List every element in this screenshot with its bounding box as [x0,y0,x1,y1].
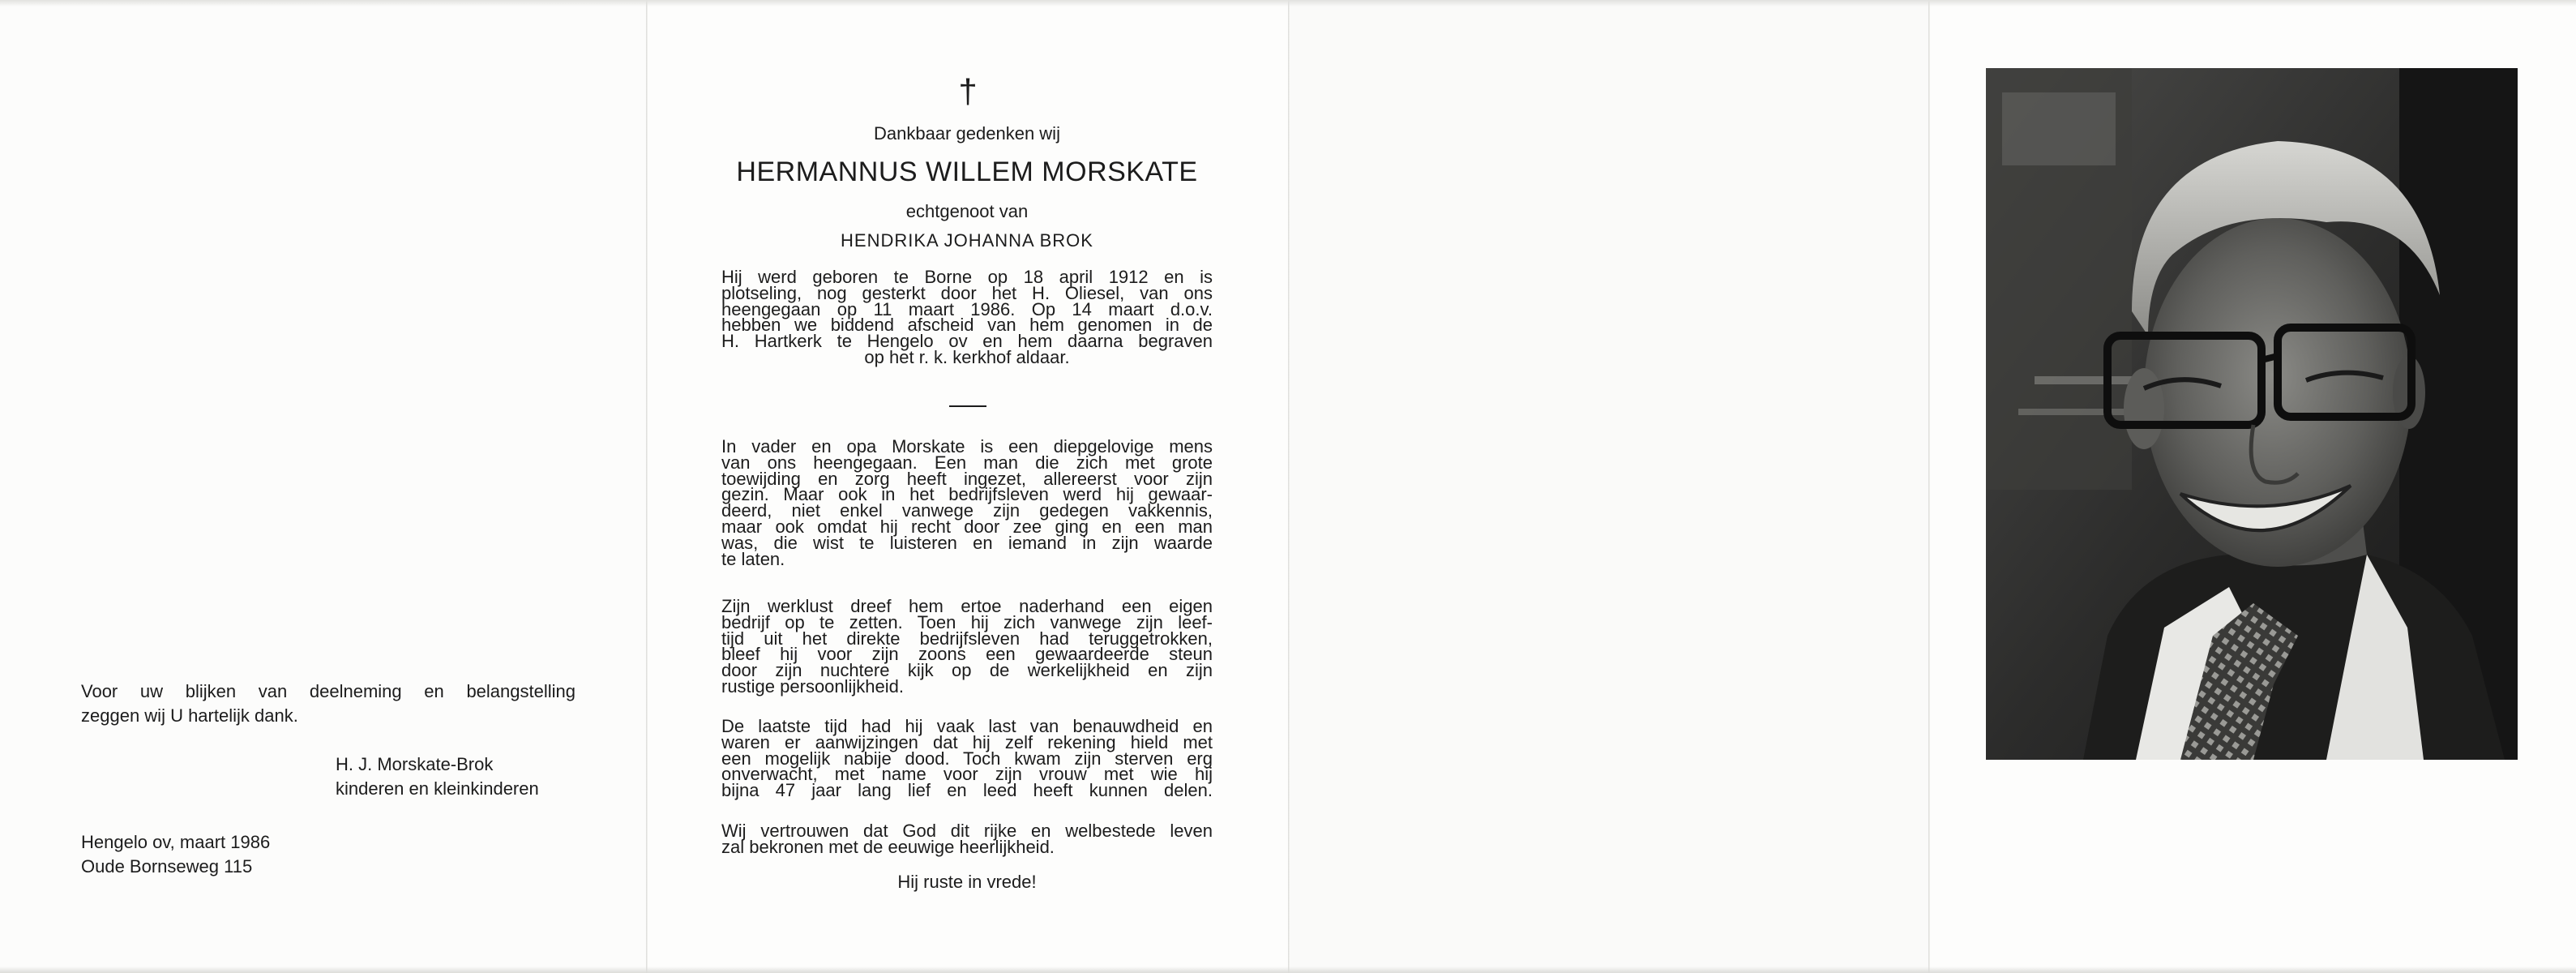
text-line: De laatste tijd had hij vaak last van benauwdheid en [721,716,1213,736]
paragraph-character [721,436,1213,569]
place-date: Hengelo ov, maart 1986 [81,832,271,852]
portrait-image [1986,68,2518,760]
thanks-line: Voor uw blijken van deelneming en belangstelling [81,681,576,701]
fold-line [646,0,648,973]
text-line: heengegaan op 11 maart 1986. Op 14 maart d.o.v. [721,298,1213,319]
text-line: te laten. [721,548,785,569]
text-line: een mogelijk nabije dood. Toch kwam zijn sterven erg [721,748,1213,769]
text-line: deerd, niet enkel vanwege zijn gedegen vakkennis, [721,500,1213,521]
divider [949,405,986,407]
text-line: plotseling, nog gesterkt door het H. Oliesel, van ons [721,282,1213,303]
signature [336,752,539,801]
text-line: rustige persoonlijkheid. [721,675,905,697]
text-line: maar ook omdat hij recht door zee ging en een man [721,516,1213,537]
text-line: bedrijf op te zetten. Toen hij zich vanwege zijn leef- [721,611,1213,632]
text-line: gezin. Maar ook in het bedrijfsleven werd hij gewaar- [721,484,1213,505]
text-line: In vader en opa Morskate is een diepgelovige mens [721,436,1213,456]
text-line: onverwacht, met name voor zijn vrouw met wie hij [721,764,1213,785]
fold-line [1928,0,1930,973]
text-line: was, die wist te luisteren en iemand in zijn waarde [721,532,1213,553]
birth-paragraph [721,269,1213,366]
thanks-message [81,679,576,728]
closing-text: Hij ruste in vrede! [897,872,1037,892]
paragraph-faith [721,823,1213,855]
text-line: Hij werd geboren te Borne op 18 april 1912 en is [721,267,1213,287]
spouse-label: echtgenoot van [905,201,1029,221]
text-line: door zijn nuchtere kijk op de werkelijkheid en zijn [721,660,1213,681]
text-line: van ons heengegaan. Een man die zich met grote [721,452,1213,473]
text-line: Wij vertrouwen dat God dit rijke en welbestede leven [721,821,1213,841]
fold-line [1288,0,1290,973]
place-and-address [81,830,270,879]
text-line: tijd uit het direkte bedrijfsleven had teruggetrokken, [721,628,1213,649]
spouse-name: HENDRIKA JOHANNA BROK [841,230,1093,251]
cross-icon: † [958,72,978,110]
text-line: Zijn werklust dreef hem ertoe naderhand een eigen [721,596,1213,616]
thanks-line: zeggen wij U hartelijk dank. [81,705,298,726]
text-line: toewijding en zorg heeft ingezet, allereerst voor zijn [721,468,1213,489]
deceased-name: HERMANNUS WILLEM MORSKATE [736,156,1198,187]
paper-edge [0,967,2576,973]
signature-line: kinderen en kleinkinderen [336,778,539,799]
text-line: zal bekronen met de eeuwige heerlijkheid. [721,836,1055,857]
signature-line: H. J. Morskate-Brok [336,754,494,774]
paragraph-work [721,598,1213,695]
paragraph-illness [721,718,1213,799]
text-line: bleef hij voor zijn zoons een gewaardeerde steun [721,644,1213,665]
text-line: hebben we biddend afscheid van hem genomen in de [721,315,1213,336]
left-panel [0,0,647,973]
blank-panel [1289,0,1929,973]
text-line: bijna 47 jaar lang lief en leed heeft kunnen delen. [721,780,1213,801]
paper-edge [0,0,2576,6]
text-line: H. Hartkerk te Hengelo ov en hem daarna begraven [721,331,1213,352]
portrait-photo [1986,68,2518,760]
address: Oude Bornseweg 115 [81,856,253,877]
intro-text: Dankbaar gedenken wij [874,123,1060,144]
text-line: op het r. k. kerkhof aldaar. [864,346,1070,367]
text-line: waren er aanwijzingen dat hij zelf rekening hield met [721,731,1213,752]
